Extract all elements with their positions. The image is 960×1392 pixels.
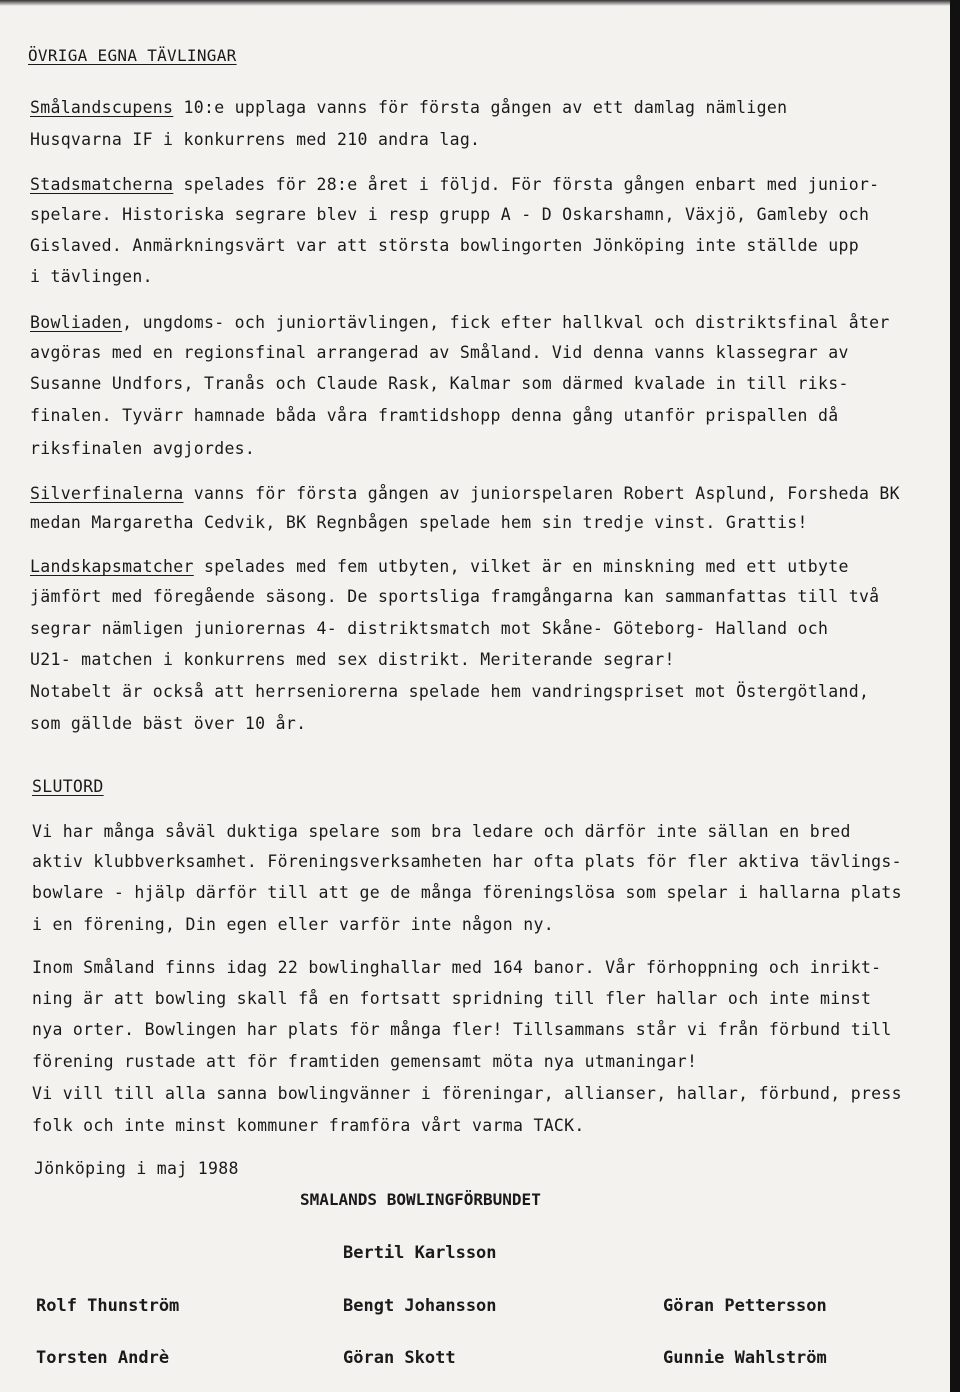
paragraph-stadsmatcherna-line-3: Gislaved. Anmärkningsvärt var att största bowlingorten Jönköping inte ställde upp: [30, 236, 859, 255]
paragraph-stadsmatcherna-line-2: spelare. Historiska segrare blev i resp grupp A - D Oskarshamn, Växjö, Gamleby och: [30, 205, 870, 224]
smalandscupen-lead: Smålandscupens: [30, 98, 174, 117]
paragraph-stadsmatcherna-line-1: [30, 175, 879, 194]
paragraph-inom-line-3: nya orter. Bowlingen har plats för många fler! Tillsammans står vi från förbund till: [32, 1020, 892, 1039]
signatory: Bengt Johansson: [343, 1296, 497, 1316]
paragraph-silverfinalerna-line-2: medan Margaretha Cedvik, BK Regnbågen spelade hem sin tredje vinst. Grattis!: [30, 513, 808, 532]
paragraph-slutord-line-1: Vi har många såväl duktiga spelare som bra ledare och därför inte sällan en bred: [32, 822, 851, 841]
paragraph-stadsmatcherna-line-4: i tävlingen.: [30, 267, 153, 286]
landskapsmatcher-lead: Landskapsmatcher: [30, 557, 194, 576]
paragraph-landskapsmatcher-line-2: jämfört med föregående säsong. De sportsliga framgångarna kan sammanfattas till två: [30, 587, 880, 606]
signatory: Göran Skott: [343, 1348, 456, 1368]
paragraph-slutord-line-2: aktiv klubbverksamhet. Föreningsverksamheten har ofta plats för fler aktiva tävlings-: [32, 852, 902, 871]
paragraph-bowliaden-line-1: [30, 313, 890, 332]
paragraph-landskapsmatcher-line-5: Notabelt är också att herrseniorerna spelade hem vandringspriset mot Östergötland,: [30, 682, 870, 701]
silverfinalerna-lead: Silverfinalerna: [30, 484, 184, 503]
page-top-edge: [0, 0, 960, 6]
signatory: Göran Pettersson: [663, 1296, 827, 1316]
paragraph-bowliaden-line-2: avgöras med en regionsfinal arrangerad av Småland. Vid denna vanns klassegrar av: [30, 343, 849, 362]
signatory: Torsten Andrè: [36, 1348, 170, 1368]
paragraph-landskapsmatcher-line-6: som gällde bäst över 10 år.: [30, 714, 307, 733]
paragraph-text: , ungdoms- och juniortävlingen, fick efter hallkval och distriktsfinal åter: [122, 313, 890, 332]
organization-name: SMALANDS BOWLINGFÖRBUNDET: [300, 1190, 541, 1209]
paragraph-inom-line-1: Inom Småland finns idag 22 bowlinghallar med 164 banor. Vår förhoppning och inrikt-: [32, 958, 882, 977]
paragraph-inom-line-5: Vi vill till alla sanna bowlingvänner i föreningar, allianser, hallar, förbund, press: [32, 1084, 902, 1103]
paragraph-inom-line-6: folk och inte minst kommuner framföra vårt varma TACK.: [32, 1116, 585, 1135]
paragraph-text: spelades för 28:e året i följd. För första gången enbart med junior-: [173, 175, 880, 194]
paragraph-bowliaden-line-3: Susanne Undfors, Tranås och Claude Rask, Kalmar som därmed kvalade in till riks-: [30, 374, 849, 393]
signatory: Rolf Thunström: [36, 1296, 180, 1316]
signatory-chair: Bertil Karlsson: [343, 1243, 497, 1263]
paragraph-inom-line-4: förening rustade att för framtiden gemensamt möta nya utmaningar!: [32, 1052, 698, 1071]
paragraph-text: spelades med fem utbyten, vilket är en minskning med ett utbyte: [193, 557, 849, 576]
paragraph-smalandscupen-line-1: [30, 98, 787, 117]
paragraph-smalandscupen-line-2: Husqvarna IF i konkurrens med 210 andra lag.: [30, 130, 481, 149]
section-heading: ÖVRIGA EGNA TÄVLINGAR: [28, 46, 237, 65]
bowliaden-lead: Bowliaden: [30, 313, 123, 332]
paragraph-bowliaden-line-4: finalen. Tyvärr hamnade båda våra framtidshopp denna gång utanför prispallen då: [30, 406, 839, 425]
paragraph-silverfinalerna-line-1: [30, 484, 900, 503]
paragraph-slutord-line-3: bowlare - hjälp därför till att ge de många föreningslösa som spelar i hallarna plats: [32, 883, 902, 902]
paragraph-inom-line-2: ning är att bowling skall få en fortsatt spridning till fler hallar och inte minst: [32, 989, 872, 1008]
paragraph-landskapsmatcher-line-1: [30, 557, 849, 576]
paragraph-landskapsmatcher-line-3: segrar nämligen juniorernas 4- distriktsmatch mot Skåne- Göteborg- Halland och: [30, 619, 829, 638]
stadsmatcherna-lead: Stadsmatcherna: [30, 175, 174, 194]
paragraph-text: vanns för första gången av juniorspelaren Robert Asplund, Forsheda BK: [183, 484, 900, 503]
closing-heading: SLUTORD: [32, 777, 104, 796]
paragraph-landskapsmatcher-line-4: U21- matchen i konkurrens med sex distrikt. Meriterande segrar!: [30, 650, 675, 669]
page-right-edge: [950, 0, 960, 1392]
paragraph-slutord-line-4: i en förening, Din egen eller varför inte någon ny.: [32, 915, 554, 934]
signatory: Gunnie Wahlström: [663, 1348, 827, 1368]
paragraph-bowliaden-line-5: riksfinalen avgjordes.: [30, 439, 256, 458]
paragraph-text: 10:e upplaga vanns för första gången av ett damlag nämligen: [173, 98, 788, 117]
dateline: Jönköping i maj 1988: [34, 1159, 239, 1178]
